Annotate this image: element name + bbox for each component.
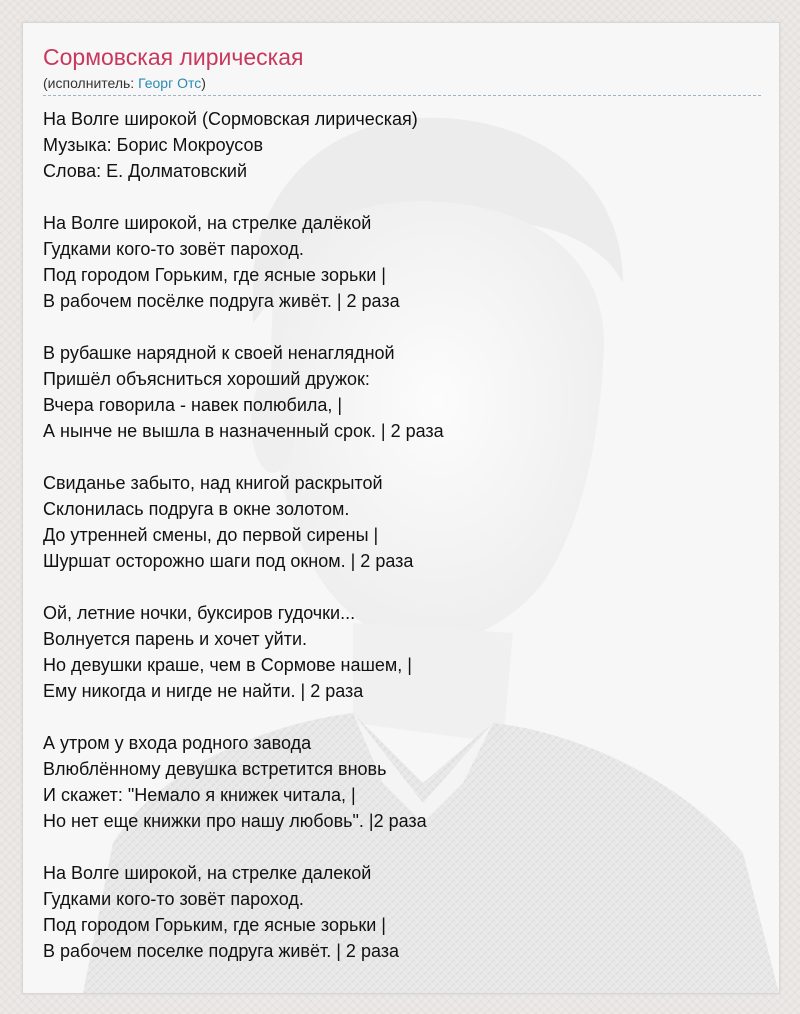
lyric-line: Ой, летние ночки, буксиров гудочки... <box>43 603 356 623</box>
lyrics-header-line: Слова: Е. Долматовский <box>43 161 247 181</box>
lyric-line: А нынче не вышла в назначенный срок. | 2 раза <box>43 421 444 441</box>
lyric-line: В рабочем посёлке подруга живёт. | 2 раза <box>43 291 400 311</box>
lyrics-text <box>43 106 761 964</box>
lyrics-card <box>22 22 780 994</box>
lyric-line: Гудками кого-то зовёт пароход. <box>43 889 304 909</box>
lyric-line: Но нет еще книжки про нашу любовь". |2 раза <box>43 811 427 831</box>
lyric-line: Под городом Горьким, где ясные зорьки | <box>43 915 386 935</box>
lyrics-header-line: На Волге широкой (Сормовская лирическая) <box>43 109 418 129</box>
lyric-line: Но девушки краше, чем в Сормове нашем, | <box>43 655 412 675</box>
lyric-line: Вчера говорила - навек полюбила, | <box>43 395 343 415</box>
lyric-line: Под городом Горьким, где ясные зорьки | <box>43 265 386 285</box>
lyric-line: Гудками кого-то зовёт пароход. <box>43 239 304 259</box>
lyric-line: Свиданье забыто, над книгой раскрытой <box>43 473 383 493</box>
stanza-gap <box>43 834 761 860</box>
lyric-line: А утром у входа родного завода <box>43 733 312 753</box>
stanza-gap <box>43 314 761 340</box>
lyric-line: На Волге широкой, на стрелке далекой <box>43 863 372 883</box>
song-title: Сормовская лирическая <box>43 44 304 70</box>
lyric-line: Пришёл объясниться хороший дружок: <box>43 369 370 389</box>
lyrics-header-line: Музыка: Борис Мокроусов <box>43 135 264 155</box>
lyric-line: В рабочем поселке подруга живёт. | 2 раза <box>43 941 400 961</box>
stanza-gap <box>43 444 761 470</box>
lyric-line: До утренней смены, до первой сирены | <box>43 525 379 545</box>
performer-prefix: (исполнитель: <box>43 75 139 91</box>
lyric-line: Влюблённому девушка встретится вновь <box>43 759 387 779</box>
lyric-line: Волнуется парень и хочет уйти. <box>43 629 308 649</box>
lyric-line: В рубашке нарядной к своей ненаглядной <box>43 343 395 363</box>
lyric-line: На Волге широкой, на стрелке далёкой <box>43 213 372 233</box>
performer-line <box>43 73 761 96</box>
song-content <box>43 41 761 964</box>
lyric-line: И скажет: "Немало я книжек читала, | <box>43 785 356 805</box>
stanza-gap <box>43 574 761 600</box>
performer-suffix: ) <box>201 75 206 91</box>
lyric-line: Ему никогда и нигде не найти. | 2 раза <box>43 681 364 701</box>
lyric-line: Шуршат осторожно шаги под окном. | 2 раза <box>43 551 414 571</box>
stanza-gap <box>43 704 761 730</box>
stanza-gap <box>43 184 761 210</box>
lyric-line: Склонилась подруга в окне золотом. <box>43 499 350 519</box>
performer-link[interactable]: Георг Отс <box>138 75 202 91</box>
